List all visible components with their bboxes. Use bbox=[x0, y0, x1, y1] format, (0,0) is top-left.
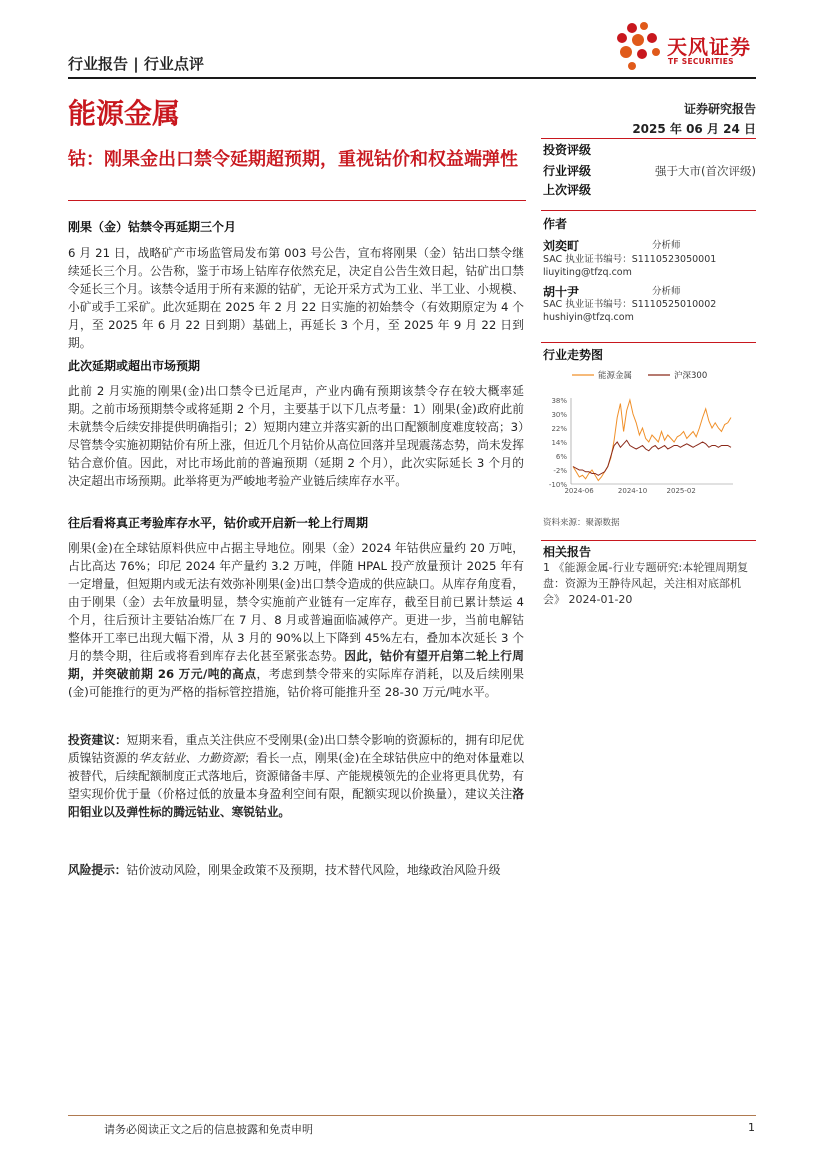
title-divider bbox=[68, 200, 526, 201]
investment-advice: 投资建议：短期来看，重点关注供应不受刚果(金)出口禁令影响的资源标的，拥有印尼优质镍钴资源的华友钴业、力勤资源；看长一点，刚果(金)在全球钴供应中的绝对体量难以被替代，后续配额制度正式落地后，资源储备丰厚、产能规模领先的企业将更具优势，有望实现价优于量（价格过低的放量本身盈利空间有限，配额实现以价换量），建议关注洛阳钼业以及弹性标的腾远钴业、寒锐钴业。 bbox=[68, 733, 524, 819]
author-role-2: 分析师 bbox=[652, 286, 681, 297]
sidebar-divider-top bbox=[541, 138, 756, 139]
y-tick-label: 22% bbox=[551, 425, 567, 433]
section-heading-1: 刚果（金）钴禁令再延期三个月 bbox=[68, 220, 237, 234]
page-number: 1 bbox=[748, 1121, 755, 1134]
series-line bbox=[573, 440, 731, 475]
legend-label: 沪深300 bbox=[674, 371, 708, 381]
section-paragraph-1: 6 月 21 日，战略矿产市场监管局发布第 003 号公告，宣布将刚果（金）钴出口禁令继续延长三个月。公告称，鉴于市场上钴库存依然充足，决定自公告生效日起，钴矿出口禁令延长三个月。该禁令适用于所有来源的钴矿，无论开采方式为工业、半工业、小规模、小矿或手工采矿。此次延期在 2025 年 2 月 22 日实施的初始禁令（有效期原定为 4 个月，至 2025 年 6 月 22 日到期）基础上，再延长 3 个月，至 2025 年 9 月 22 日到期。 bbox=[68, 246, 524, 350]
sector-title: 能源金属 bbox=[68, 97, 181, 130]
report-title: 钴：刚果金出口禁令延期超预期，重视钴价和权益端弹性 bbox=[68, 149, 518, 170]
footer-divider bbox=[68, 1115, 756, 1116]
author-name-1: 刘奕町 bbox=[543, 239, 580, 253]
trend-title: 行业走势图 bbox=[543, 348, 604, 362]
industry-trend-chart bbox=[538, 364, 738, 496]
related-title: 相关报告 bbox=[543, 545, 592, 559]
y-tick-label: 6% bbox=[555, 453, 567, 461]
header-divider bbox=[68, 77, 756, 79]
related-report-item[interactable]: 1 《能源金属-行业专题研究:本轮锂周期复盘：资源为王静待风起，关注相对底部机会》 2024-01-20 bbox=[543, 561, 749, 606]
previous-rating-label: 上次评级 bbox=[543, 183, 592, 197]
legend-label: 能源金属 bbox=[598, 371, 633, 381]
section-heading-3: 往后看将真正考验库存水平，钴价或开启新一轮上行周期 bbox=[68, 516, 369, 530]
y-tick-label: 14% bbox=[551, 439, 567, 447]
industry-rating-label: 行业评级 bbox=[543, 164, 592, 178]
report-type: 证券研究报告 bbox=[683, 102, 756, 116]
report-date: 2025 年 06 月 24 日 bbox=[632, 122, 756, 136]
author-email-2[interactable]: hushiyin@tfzq.com bbox=[543, 312, 634, 323]
author-name-2: 胡十尹 bbox=[543, 285, 580, 299]
y-tick-label: 38% bbox=[551, 397, 567, 405]
rating-title: 投资评级 bbox=[543, 143, 592, 157]
y-tick-label: -10% bbox=[548, 481, 567, 489]
industry-rating-value: 强于大市(首次评级) bbox=[655, 164, 756, 178]
y-tick-label: -2% bbox=[553, 467, 567, 475]
risk-warning: 风险提示：钴价波动风险，刚果金政策不及预期，技术替代风险，地缘政治风险升级 bbox=[68, 863, 501, 877]
footer-disclaimer: 请务必阅读正文之后的信息披露和免责申明 bbox=[104, 1123, 313, 1136]
author-cert-2: SAC 执业证书编号：S1110525010002 bbox=[543, 299, 717, 310]
logo-mark-icon bbox=[610, 18, 668, 74]
chart-source: 资料来源：聚源数据 bbox=[543, 518, 620, 528]
sidebar-divider-trend bbox=[541, 342, 756, 343]
author-cert-1: SAC 执业证书编号：S1110523050001 bbox=[543, 254, 717, 265]
key-conclusion: 因此，钴价有望开启第二轮上行周期，并突破前期 26 万元/吨的高点 bbox=[68, 649, 524, 681]
sidebar-divider-related bbox=[541, 540, 756, 541]
logo-english: TF SECURITIES bbox=[668, 57, 734, 66]
y-tick-label: 30% bbox=[551, 411, 567, 419]
x-tick-label: 2025-02 bbox=[666, 487, 696, 495]
author-role-1: 分析师 bbox=[652, 240, 681, 251]
section-heading-2: 此次延期或超出市场预期 bbox=[68, 359, 201, 373]
section-paragraph-2: 此前 2 月实施的刚果(金)出口禁令已近尾声，产业内确有预期该禁令存在较大概率延期。之前市场预期禁令或将延期 2 个月，主要基于以下几点考量：1）刚果(金)政府此前未就禁令后续安排提供明确指引；2）短期内建立并落实新的出口配额制度难度较高；3）尽管禁令实施初期钴价有所上涨，但近几个月钴价从高位回落并呈现震荡态势，尚未发挥钴合意价值。因此，对比市场此前的普遍预期（延期 2 个月），此次实际延长 3 个月的决定超出市场预期。此举将更为严峻地考验产业链后续库存水平。 bbox=[68, 384, 524, 488]
author-email-1[interactable]: liuyiting@tfzq.com bbox=[543, 267, 632, 278]
section-paragraph-3: 刚果(金)在全球钴原料供应中占据主导地位。刚果（金）2024 年钴供应量约 20 万吨，占比高达 76%；印尼 2024 年产量约 3.2 万吨，伴随 HPAL 投产放量预计 2025 年有一定增量，但短期内或无法有效弥补刚果(金)出口禁令造成的供应缺口。从库存角度看，由于刚果（金）去年放量明显，禁令实施前产业链有一定库存，截至目前已累计禁运 4 个月，往后预计主要钴冶炼厂在 7 月、8 月或普遍面临减停产。更进一步，当前电解钴整体开工率已出现大幅下滑，从 3 月的 90%以上下降到 45%左右，叠加本次延长 3 个月的禁令期，往后或将看到库存去化甚至紧张态势。因此，钴价有望开启第二轮上行周期，并突破前期 26 万元/吨的高点，考虑到禁令带来的实际库存消耗，以及后续刚果(金)可能推行的更为严格的指标管控措施，钴价将可能推升至 28-30 万元/吨水平。 bbox=[68, 541, 524, 699]
series-line bbox=[573, 400, 731, 481]
authors-title: 作者 bbox=[543, 217, 568, 231]
logo-name: 天风证券 bbox=[667, 35, 751, 59]
x-tick-label: 2024-10 bbox=[617, 487, 648, 495]
sidebar-divider-authors bbox=[541, 210, 756, 211]
report-category: 行业报告 | 行业点评 bbox=[68, 55, 204, 73]
x-tick-label: 2024-06 bbox=[564, 487, 594, 495]
